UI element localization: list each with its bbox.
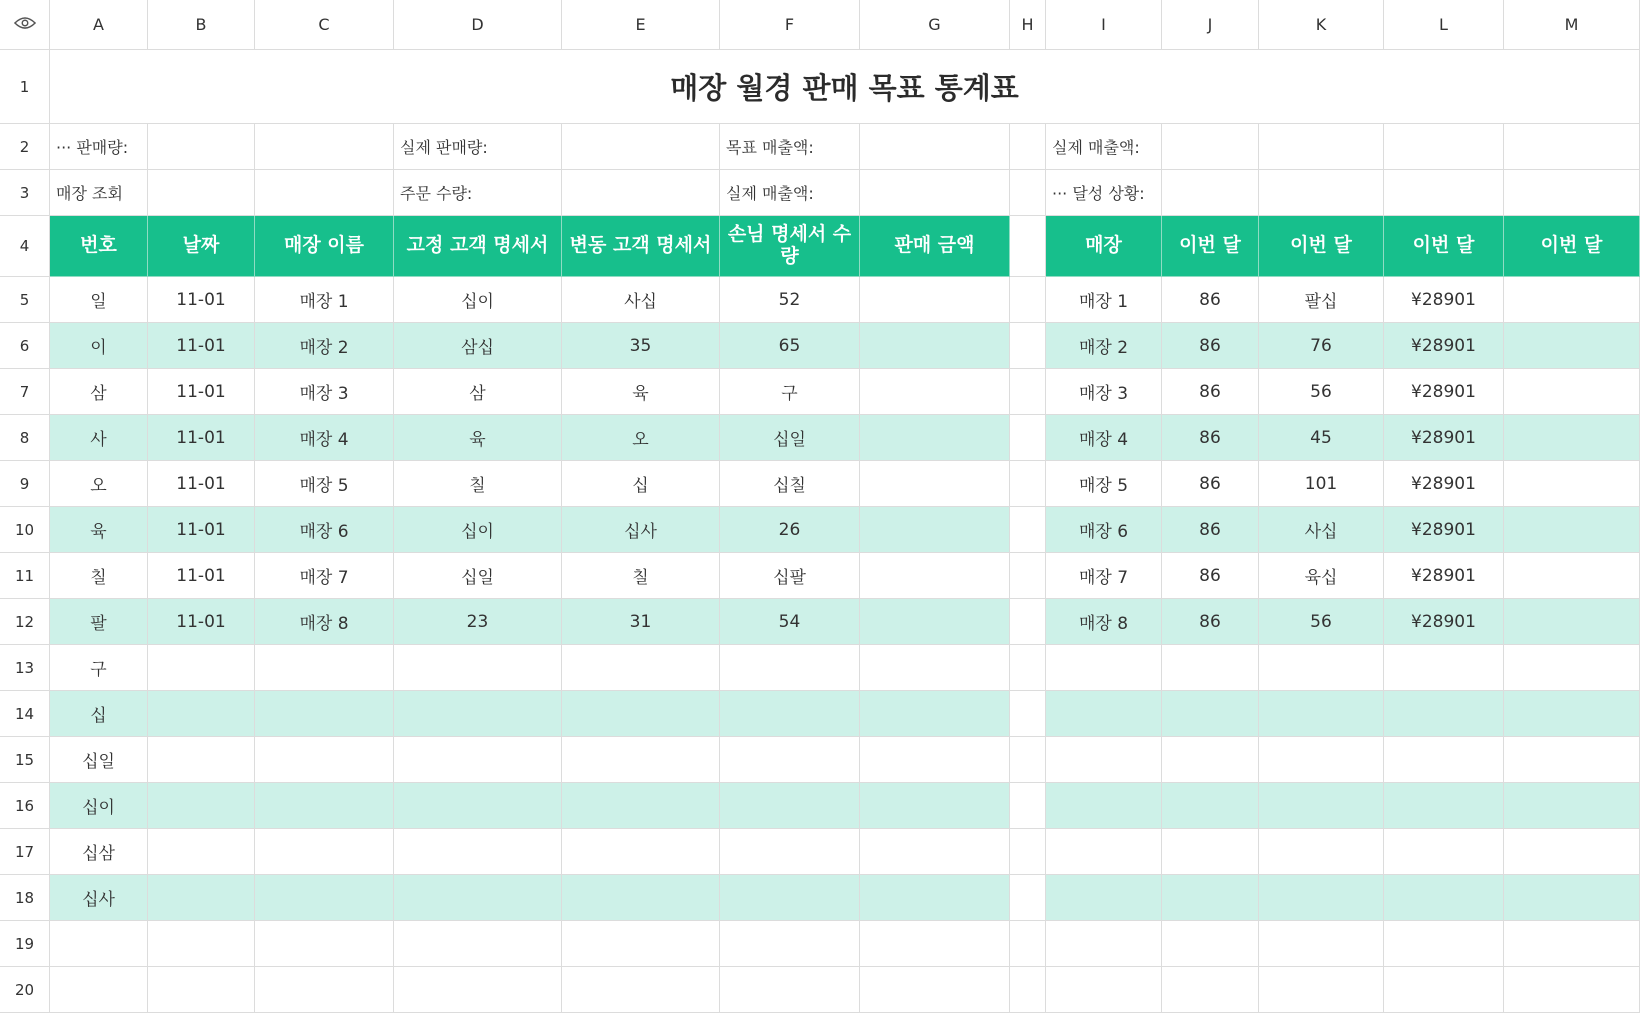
- table-cell-d17[interactable]: [394, 829, 562, 875]
- cell-k19[interactable]: [1259, 921, 1384, 967]
- row-header-5[interactable]: 5: [0, 277, 50, 323]
- cell-f2[interactable]: 목표 매출액:: [720, 124, 860, 170]
- table-cell-e8[interactable]: 오: [562, 415, 720, 461]
- table-cell-b16[interactable]: [148, 783, 255, 829]
- table-cell-a17[interactable]: 십삼: [50, 829, 148, 875]
- table-cell-m18[interactable]: [1504, 875, 1640, 921]
- table-cell-f15[interactable]: [720, 737, 860, 783]
- column-header-m[interactable]: M: [1504, 0, 1640, 50]
- column-header-b[interactable]: B: [148, 0, 255, 50]
- row-header-15[interactable]: 15: [0, 737, 50, 783]
- table-cell-i17[interactable]: [1046, 829, 1162, 875]
- cell-h7[interactable]: [1010, 369, 1046, 415]
- table-cell-c6[interactable]: 매장 2: [255, 323, 394, 369]
- table-cell-b5[interactable]: 11-01: [148, 277, 255, 323]
- cell-a3[interactable]: 매장 조회: [50, 170, 148, 216]
- table-cell-c12[interactable]: 매장 8: [255, 599, 394, 645]
- table-cell-g5[interactable]: [860, 277, 1010, 323]
- table-cell-j8[interactable]: 86: [1162, 415, 1259, 461]
- table-cell-m12[interactable]: [1504, 599, 1640, 645]
- cell-l19[interactable]: [1384, 921, 1504, 967]
- row-header-1[interactable]: 1: [0, 50, 50, 124]
- table-cell-j10[interactable]: 86: [1162, 507, 1259, 553]
- cell-m2[interactable]: [1504, 124, 1640, 170]
- row-header-14[interactable]: 14: [0, 691, 50, 737]
- cell-h16[interactable]: [1010, 783, 1046, 829]
- cell-h20[interactable]: [1010, 967, 1046, 1013]
- table-cell-e5[interactable]: 사십: [562, 277, 720, 323]
- row-header-20[interactable]: 20: [0, 967, 50, 1013]
- table-cell-k16[interactable]: [1259, 783, 1384, 829]
- table-cell-j6[interactable]: 86: [1162, 323, 1259, 369]
- table-cell-a10[interactable]: 육: [50, 507, 148, 553]
- table-cell-k8[interactable]: 45: [1259, 415, 1384, 461]
- cell-b19[interactable]: [148, 921, 255, 967]
- cell-i19[interactable]: [1046, 921, 1162, 967]
- column-header-f[interactable]: F: [720, 0, 860, 50]
- table-cell-m8[interactable]: [1504, 415, 1640, 461]
- table-cell-j13[interactable]: [1162, 645, 1259, 691]
- cell-h14[interactable]: [1010, 691, 1046, 737]
- table-cell-f13[interactable]: [720, 645, 860, 691]
- table-cell-c5[interactable]: 매장 1: [255, 277, 394, 323]
- cell-a20[interactable]: [50, 967, 148, 1013]
- select-all-corner[interactable]: [0, 0, 50, 50]
- row-header-9[interactable]: 9: [0, 461, 50, 507]
- table-cell-d14[interactable]: [394, 691, 562, 737]
- table-cell-m10[interactable]: [1504, 507, 1640, 553]
- table-cell-c15[interactable]: [255, 737, 394, 783]
- table-cell-b7[interactable]: 11-01: [148, 369, 255, 415]
- column-header-i[interactable]: I: [1046, 0, 1162, 50]
- table-cell-a15[interactable]: 십일: [50, 737, 148, 783]
- cell-a2[interactable]: ··· 판매량:: [50, 124, 148, 170]
- table-cell-j7[interactable]: 86: [1162, 369, 1259, 415]
- table-cell-f18[interactable]: [720, 875, 860, 921]
- table-cell-f7[interactable]: 구: [720, 369, 860, 415]
- table-cell-i7[interactable]: 매장 3: [1046, 369, 1162, 415]
- table-cell-j18[interactable]: [1162, 875, 1259, 921]
- table-cell-k15[interactable]: [1259, 737, 1384, 783]
- column-header-j[interactable]: J: [1162, 0, 1259, 50]
- table-cell-m16[interactable]: [1504, 783, 1640, 829]
- table-cell-b12[interactable]: 11-01: [148, 599, 255, 645]
- table-cell-l13[interactable]: [1384, 645, 1504, 691]
- table-cell-e11[interactable]: 칠: [562, 553, 720, 599]
- table-cell-m7[interactable]: [1504, 369, 1640, 415]
- cell-f3[interactable]: 실제 매출액:: [720, 170, 860, 216]
- table-cell-c10[interactable]: 매장 6: [255, 507, 394, 553]
- table-cell-d7[interactable]: 삼: [394, 369, 562, 415]
- table-cell-d10[interactable]: 십이: [394, 507, 562, 553]
- row-header-18[interactable]: 18: [0, 875, 50, 921]
- cell-f20[interactable]: [720, 967, 860, 1013]
- row-header-7[interactable]: 7: [0, 369, 50, 415]
- table-cell-a11[interactable]: 칠: [50, 553, 148, 599]
- table-cell-f14[interactable]: [720, 691, 860, 737]
- cell-h4[interactable]: [1010, 216, 1046, 277]
- cell-c20[interactable]: [255, 967, 394, 1013]
- cell-e19[interactable]: [562, 921, 720, 967]
- table-cell-i10[interactable]: 매장 6: [1046, 507, 1162, 553]
- row-header-13[interactable]: 13: [0, 645, 50, 691]
- table-cell-m17[interactable]: [1504, 829, 1640, 875]
- table-cell-a13[interactable]: 구: [50, 645, 148, 691]
- left-header-2[interactable]: 날짜: [148, 216, 255, 277]
- table-cell-k11[interactable]: 육십: [1259, 553, 1384, 599]
- table-cell-k9[interactable]: 101: [1259, 461, 1384, 507]
- table-cell-b17[interactable]: [148, 829, 255, 875]
- cell-b3[interactable]: [148, 170, 255, 216]
- right-header-2[interactable]: 이번 달: [1162, 216, 1259, 277]
- table-cell-e13[interactable]: [562, 645, 720, 691]
- table-cell-g6[interactable]: [860, 323, 1010, 369]
- table-cell-i18[interactable]: [1046, 875, 1162, 921]
- table-cell-c14[interactable]: [255, 691, 394, 737]
- table-cell-f16[interactable]: [720, 783, 860, 829]
- table-cell-j17[interactable]: [1162, 829, 1259, 875]
- cell-h15[interactable]: [1010, 737, 1046, 783]
- table-cell-j9[interactable]: 86: [1162, 461, 1259, 507]
- column-header-g[interactable]: G: [860, 0, 1010, 50]
- table-cell-g15[interactable]: [860, 737, 1010, 783]
- table-cell-c16[interactable]: [255, 783, 394, 829]
- cell-m3[interactable]: [1504, 170, 1640, 216]
- row-header-6[interactable]: 6: [0, 323, 50, 369]
- cell-i3[interactable]: ··· 달성 상황:: [1046, 170, 1162, 216]
- left-header-1[interactable]: 번호: [50, 216, 148, 277]
- table-cell-j16[interactable]: [1162, 783, 1259, 829]
- cell-g3[interactable]: [860, 170, 1010, 216]
- table-cell-d15[interactable]: [394, 737, 562, 783]
- cell-j19[interactable]: [1162, 921, 1259, 967]
- table-cell-l12[interactable]: ¥28901: [1384, 599, 1504, 645]
- table-cell-b14[interactable]: [148, 691, 255, 737]
- table-cell-e17[interactable]: [562, 829, 720, 875]
- table-cell-j5[interactable]: 86: [1162, 277, 1259, 323]
- table-cell-a12[interactable]: 팔: [50, 599, 148, 645]
- cell-j2[interactable]: [1162, 124, 1259, 170]
- cell-h12[interactable]: [1010, 599, 1046, 645]
- table-cell-l17[interactable]: [1384, 829, 1504, 875]
- table-cell-e18[interactable]: [562, 875, 720, 921]
- table-cell-e14[interactable]: [562, 691, 720, 737]
- left-header-7[interactable]: 판매 금액: [860, 216, 1010, 277]
- cell-i2[interactable]: 실제 매출액:: [1046, 124, 1162, 170]
- cell-d20[interactable]: [394, 967, 562, 1013]
- cell-h11[interactable]: [1010, 553, 1046, 599]
- table-cell-d8[interactable]: 육: [394, 415, 562, 461]
- table-cell-m6[interactable]: [1504, 323, 1640, 369]
- cell-l3[interactable]: [1384, 170, 1504, 216]
- row-header-8[interactable]: 8: [0, 415, 50, 461]
- table-cell-b9[interactable]: 11-01: [148, 461, 255, 507]
- table-cell-f5[interactable]: 52: [720, 277, 860, 323]
- table-cell-i9[interactable]: 매장 5: [1046, 461, 1162, 507]
- left-header-6[interactable]: 손님 명세서 수량: [720, 216, 860, 277]
- table-cell-k14[interactable]: [1259, 691, 1384, 737]
- table-cell-g10[interactable]: [860, 507, 1010, 553]
- row-header-19[interactable]: 19: [0, 921, 50, 967]
- column-header-k[interactable]: K: [1259, 0, 1384, 50]
- table-cell-i8[interactable]: 매장 4: [1046, 415, 1162, 461]
- table-cell-j15[interactable]: [1162, 737, 1259, 783]
- table-cell-k5[interactable]: 팔십: [1259, 277, 1384, 323]
- table-cell-l10[interactable]: ¥28901: [1384, 507, 1504, 553]
- right-header-4[interactable]: 이번 달: [1384, 216, 1504, 277]
- cell-c19[interactable]: [255, 921, 394, 967]
- column-header-d[interactable]: D: [394, 0, 562, 50]
- table-cell-e9[interactable]: 십: [562, 461, 720, 507]
- table-cell-a5[interactable]: 일: [50, 277, 148, 323]
- table-cell-i13[interactable]: [1046, 645, 1162, 691]
- cell-b20[interactable]: [148, 967, 255, 1013]
- table-cell-f8[interactable]: 십일: [720, 415, 860, 461]
- table-cell-a16[interactable]: 십이: [50, 783, 148, 829]
- row-header-11[interactable]: 11: [0, 553, 50, 599]
- table-cell-g13[interactable]: [860, 645, 1010, 691]
- left-header-5[interactable]: 변동 고객 명세서: [562, 216, 720, 277]
- table-cell-d6[interactable]: 삼십: [394, 323, 562, 369]
- table-cell-e6[interactable]: 35: [562, 323, 720, 369]
- table-cell-g7[interactable]: [860, 369, 1010, 415]
- row-header-10[interactable]: 10: [0, 507, 50, 553]
- left-header-3[interactable]: 매장 이름: [255, 216, 394, 277]
- table-cell-d12[interactable]: 23: [394, 599, 562, 645]
- cell-m20[interactable]: [1504, 967, 1640, 1013]
- row-header-12[interactable]: 12: [0, 599, 50, 645]
- column-header-c[interactable]: C: [255, 0, 394, 50]
- table-cell-m11[interactable]: [1504, 553, 1640, 599]
- table-cell-i15[interactable]: [1046, 737, 1162, 783]
- table-cell-d18[interactable]: [394, 875, 562, 921]
- table-cell-b13[interactable]: [148, 645, 255, 691]
- table-cell-j14[interactable]: [1162, 691, 1259, 737]
- cell-l2[interactable]: [1384, 124, 1504, 170]
- cell-h5[interactable]: [1010, 277, 1046, 323]
- table-cell-d5[interactable]: 십이: [394, 277, 562, 323]
- cell-d2[interactable]: 실제 판매량:: [394, 124, 562, 170]
- table-cell-l16[interactable]: [1384, 783, 1504, 829]
- table-cell-b10[interactable]: 11-01: [148, 507, 255, 553]
- table-cell-b18[interactable]: [148, 875, 255, 921]
- table-cell-k10[interactable]: 사십: [1259, 507, 1384, 553]
- cell-h3[interactable]: [1010, 170, 1046, 216]
- cell-h9[interactable]: [1010, 461, 1046, 507]
- table-cell-f11[interactable]: 십팔: [720, 553, 860, 599]
- table-cell-e16[interactable]: [562, 783, 720, 829]
- table-cell-f17[interactable]: [720, 829, 860, 875]
- sheet-title[interactable]: 매장 월경 판매 목표 통계표: [50, 50, 1640, 124]
- row-header-2[interactable]: 2: [0, 124, 50, 170]
- cell-i20[interactable]: [1046, 967, 1162, 1013]
- cell-h19[interactable]: [1010, 921, 1046, 967]
- table-cell-i12[interactable]: 매장 8: [1046, 599, 1162, 645]
- column-header-h[interactable]: H: [1010, 0, 1046, 50]
- table-cell-c8[interactable]: 매장 4: [255, 415, 394, 461]
- table-cell-l7[interactable]: ¥28901: [1384, 369, 1504, 415]
- cell-h17[interactable]: [1010, 829, 1046, 875]
- cell-e20[interactable]: [562, 967, 720, 1013]
- table-cell-l9[interactable]: ¥28901: [1384, 461, 1504, 507]
- table-cell-a8[interactable]: 사: [50, 415, 148, 461]
- table-cell-i6[interactable]: 매장 2: [1046, 323, 1162, 369]
- cell-e3[interactable]: [562, 170, 720, 216]
- table-cell-l11[interactable]: ¥28901: [1384, 553, 1504, 599]
- cell-k2[interactable]: [1259, 124, 1384, 170]
- column-header-l[interactable]: L: [1384, 0, 1504, 50]
- table-cell-m13[interactable]: [1504, 645, 1640, 691]
- table-cell-g17[interactable]: [860, 829, 1010, 875]
- table-cell-i11[interactable]: 매장 7: [1046, 553, 1162, 599]
- table-cell-f10[interactable]: 26: [720, 507, 860, 553]
- cell-c2[interactable]: [255, 124, 394, 170]
- table-cell-d16[interactable]: [394, 783, 562, 829]
- right-header-3[interactable]: 이번 달: [1259, 216, 1384, 277]
- row-header-4[interactable]: 4: [0, 216, 50, 277]
- table-cell-c13[interactable]: [255, 645, 394, 691]
- cell-h6[interactable]: [1010, 323, 1046, 369]
- eye-icon: [14, 15, 36, 35]
- table-cell-g11[interactable]: [860, 553, 1010, 599]
- table-cell-f9[interactable]: 십칠: [720, 461, 860, 507]
- cell-a19[interactable]: [50, 921, 148, 967]
- row-header-16[interactable]: 16: [0, 783, 50, 829]
- table-cell-i16[interactable]: [1046, 783, 1162, 829]
- cell-h13[interactable]: [1010, 645, 1046, 691]
- row-header-3[interactable]: 3: [0, 170, 50, 216]
- table-cell-d13[interactable]: [394, 645, 562, 691]
- table-cell-c9[interactable]: 매장 5: [255, 461, 394, 507]
- cell-j3[interactable]: [1162, 170, 1259, 216]
- table-cell-m5[interactable]: [1504, 277, 1640, 323]
- cell-g2[interactable]: [860, 124, 1010, 170]
- table-cell-a9[interactable]: 오: [50, 461, 148, 507]
- right-header-1[interactable]: 매장: [1046, 216, 1162, 277]
- table-cell-g16[interactable]: [860, 783, 1010, 829]
- table-cell-l14[interactable]: [1384, 691, 1504, 737]
- table-cell-m14[interactable]: [1504, 691, 1640, 737]
- table-cell-l18[interactable]: [1384, 875, 1504, 921]
- table-cell-e12[interactable]: 31: [562, 599, 720, 645]
- cell-l20[interactable]: [1384, 967, 1504, 1013]
- table-cell-l6[interactable]: ¥28901: [1384, 323, 1504, 369]
- table-cell-l8[interactable]: ¥28901: [1384, 415, 1504, 461]
- table-cell-m15[interactable]: [1504, 737, 1640, 783]
- table-cell-k7[interactable]: 56: [1259, 369, 1384, 415]
- table-cell-g18[interactable]: [860, 875, 1010, 921]
- column-header-a[interactable]: A: [50, 0, 148, 50]
- table-cell-k18[interactable]: [1259, 875, 1384, 921]
- cell-h8[interactable]: [1010, 415, 1046, 461]
- table-cell-k12[interactable]: 56: [1259, 599, 1384, 645]
- table-cell-k6[interactable]: 76: [1259, 323, 1384, 369]
- right-header-5[interactable]: 이번 달: [1504, 216, 1640, 277]
- table-cell-c18[interactable]: [255, 875, 394, 921]
- row-header-17[interactable]: 17: [0, 829, 50, 875]
- table-cell-e7[interactable]: 육: [562, 369, 720, 415]
- table-cell-b6[interactable]: 11-01: [148, 323, 255, 369]
- table-cell-j12[interactable]: 86: [1162, 599, 1259, 645]
- left-header-4[interactable]: 고정 고객 명세서: [394, 216, 562, 277]
- cell-b2[interactable]: [148, 124, 255, 170]
- cell-h2[interactable]: [1010, 124, 1046, 170]
- table-cell-g14[interactable]: [860, 691, 1010, 737]
- table-cell-d11[interactable]: 십일: [394, 553, 562, 599]
- column-header-e[interactable]: E: [562, 0, 720, 50]
- table-cell-g12[interactable]: [860, 599, 1010, 645]
- table-cell-e15[interactable]: [562, 737, 720, 783]
- table-cell-f6[interactable]: 65: [720, 323, 860, 369]
- cell-d3[interactable]: 주문 수량:: [394, 170, 562, 216]
- cell-e2[interactable]: [562, 124, 720, 170]
- table-cell-g9[interactable]: [860, 461, 1010, 507]
- cell-f19[interactable]: [720, 921, 860, 967]
- table-cell-f12[interactable]: 54: [720, 599, 860, 645]
- cell-k3[interactable]: [1259, 170, 1384, 216]
- cell-c3[interactable]: [255, 170, 394, 216]
- cell-h10[interactable]: [1010, 507, 1046, 553]
- table-cell-l15[interactable]: [1384, 737, 1504, 783]
- table-cell-b8[interactable]: 11-01: [148, 415, 255, 461]
- table-cell-b11[interactable]: 11-01: [148, 553, 255, 599]
- table-cell-i14[interactable]: [1046, 691, 1162, 737]
- cell-g19[interactable]: [860, 921, 1010, 967]
- table-cell-m9[interactable]: [1504, 461, 1640, 507]
- table-cell-l5[interactable]: ¥28901: [1384, 277, 1504, 323]
- table-cell-k13[interactable]: [1259, 645, 1384, 691]
- table-cell-e10[interactable]: 십사: [562, 507, 720, 553]
- table-cell-j11[interactable]: 86: [1162, 553, 1259, 599]
- table-cell-a18[interactable]: 십사: [50, 875, 148, 921]
- table-cell-i5[interactable]: 매장 1: [1046, 277, 1162, 323]
- table-cell-c17[interactable]: [255, 829, 394, 875]
- cell-h18[interactable]: [1010, 875, 1046, 921]
- table-cell-d9[interactable]: 칠: [394, 461, 562, 507]
- cell-m19[interactable]: [1504, 921, 1640, 967]
- cell-j20[interactable]: [1162, 967, 1259, 1013]
- table-cell-a14[interactable]: 십: [50, 691, 148, 737]
- table-cell-a6[interactable]: 이: [50, 323, 148, 369]
- table-cell-k17[interactable]: [1259, 829, 1384, 875]
- table-cell-c7[interactable]: 매장 3: [255, 369, 394, 415]
- table-cell-a7[interactable]: 삼: [50, 369, 148, 415]
- table-cell-c11[interactable]: 매장 7: [255, 553, 394, 599]
- cell-k20[interactable]: [1259, 967, 1384, 1013]
- table-cell-b15[interactable]: [148, 737, 255, 783]
- cell-d19[interactable]: [394, 921, 562, 967]
- cell-g20[interactable]: [860, 967, 1010, 1013]
- table-cell-g8[interactable]: [860, 415, 1010, 461]
